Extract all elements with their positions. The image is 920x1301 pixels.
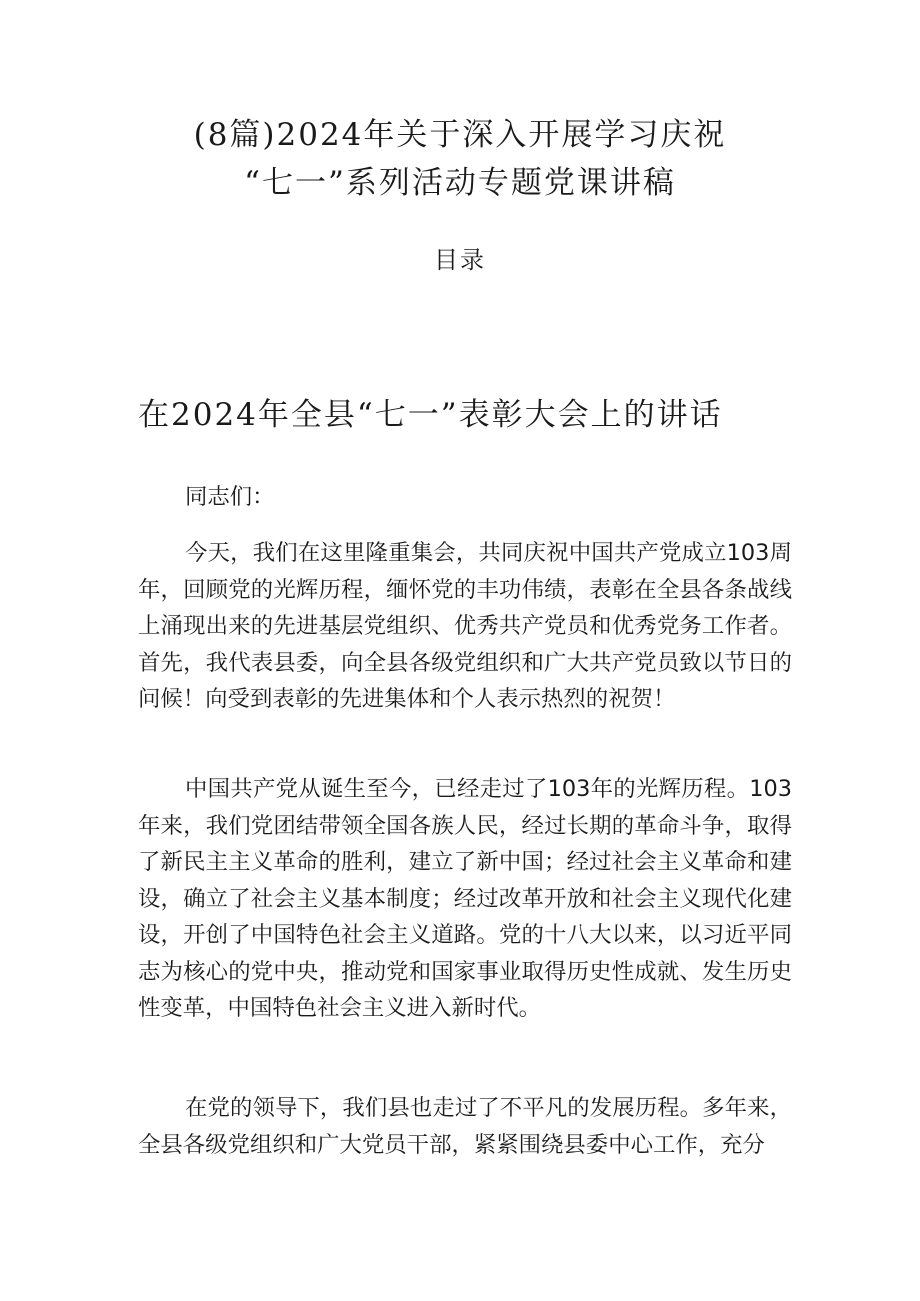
- body-paragraph-3: 在党的领导下，我们县也走过了不平凡的发展历程。多年来，全县各级党组织和广大党员干部，紧紧围绕县委中心工作，充分: [138, 1095, 792, 1158]
- table-of-contents-label: 目录: [434, 246, 486, 274]
- document-title-line2: “七一”系列活动专题党课讲稿: [244, 165, 676, 201]
- section-heading: 在2024年全县“七一”表彰大会上的讲话: [138, 397, 723, 433]
- document-title-line1: (8篇)2024年关于深入开展学习庆祝: [193, 117, 727, 153]
- body-paragraph-1: 今天，我们在这里隆重集会，共同庆祝中国共产党成立103周年，回顾党的光辉历程，缅怀党的丰功伟绩，表彰在全县各条战线上涌现出来的先进基层党组织、优秀共产党员和优秀党务工作者。首先，我代表县委，向全县各级党组织和广大共产党员致以节日的问候！向受到表彰的先进集体和个人表示热烈的祝贺！: [138, 540, 792, 712]
- body-paragraph-2: 中国共产党从诞生至今，已经走过了103年的光辉历程。103年来，我们党团结带领全国各族人民，经过长期的革命斗争，取得了新民主主义革命的胜利，建立了新中国；经过社会主义革命和建设，确立了社会主义基本制度；经过改革开放和社会主义现代化建设，开创了中国特色社会主义道路。党的十八大以来，以习近平同志为核心的党中央，推动党和国家事业取得历史性成就、发生历史性变革，中国特色社会主义进入新时代。: [138, 776, 792, 1021]
- salutation: 同志们：: [185, 484, 275, 510]
